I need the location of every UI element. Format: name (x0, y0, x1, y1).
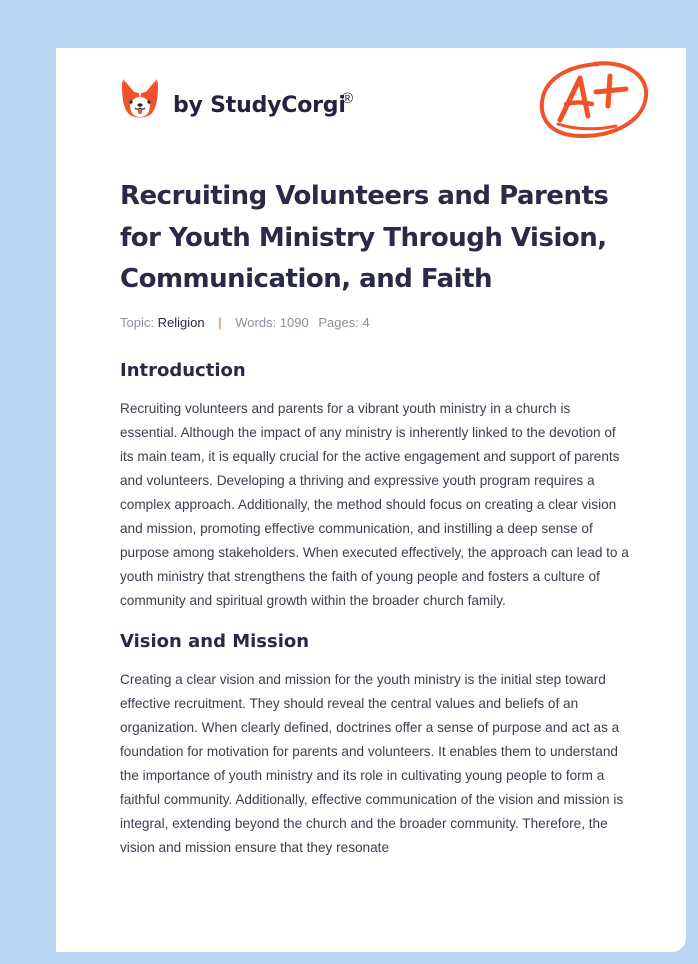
pages-label: Pages: (318, 314, 359, 330)
corgi-icon (120, 75, 160, 121)
a-plus-grade-icon (536, 58, 652, 142)
pages-value: 4 (362, 314, 370, 330)
words-value: 1090 (279, 314, 309, 330)
section-paragraph-introduction: Recruiting volunteers and parents for a vibrant youth ministry in a church is essential. Although the impact of any ministry is inherently linked to the devotion of its main team, it is equally crucial for the active engagement and support of parents and volunteers. Developing a thriving and expressive youth program requires a complex approach. Additionally, the method should focus on creating a clear vision and mission, promoting effective communication, and instilling a deep sense of purpose among stakeholders. When executed effectively, the approach can lead to a youth ministry that strengthens the faith of young people and fosters a culture of community and spiritual growth within the broader church family. (120, 400, 629, 608)
logo-wordmark: by StudyCorgi (173, 92, 346, 118)
section-heading-introduction: Introduction (120, 359, 246, 381)
words-label: Words: (235, 314, 277, 330)
topic-link[interactable]: Religion (157, 314, 205, 330)
section-paragraph-vision-and-mission: Creating a clear vision and mission for the youth ministry is the initial step toward effective recruitment. They should reveal the central values and beliefs of an organization. When clearly defined, doctrines offer a sense of purpose and act as a foundation for motivation for parents and volunteers. It enables them to understand the importance of youth ministry and its role in cultivating young people to form a faithful community. Additionally, effective communication of the vision and mission is integral, extending beyond the church and the broader community. Therefore, the vision and mission ensure that they resonate (120, 671, 624, 855)
registered-mark: ® (342, 90, 354, 107)
meta-separator: | (218, 314, 222, 330)
document-title: Recruiting Volunteers and Parents for Youth Ministry Through Vision, Communication, and Faith (120, 181, 609, 294)
section-heading-vision-and-mission: Vision and Mission (120, 630, 310, 652)
document-meta (120, 313, 630, 333)
document-content (120, 176, 630, 860)
document-card (56, 48, 686, 952)
topic-label: Topic: (120, 314, 154, 330)
studycorgi-logo[interactable] (120, 74, 354, 122)
